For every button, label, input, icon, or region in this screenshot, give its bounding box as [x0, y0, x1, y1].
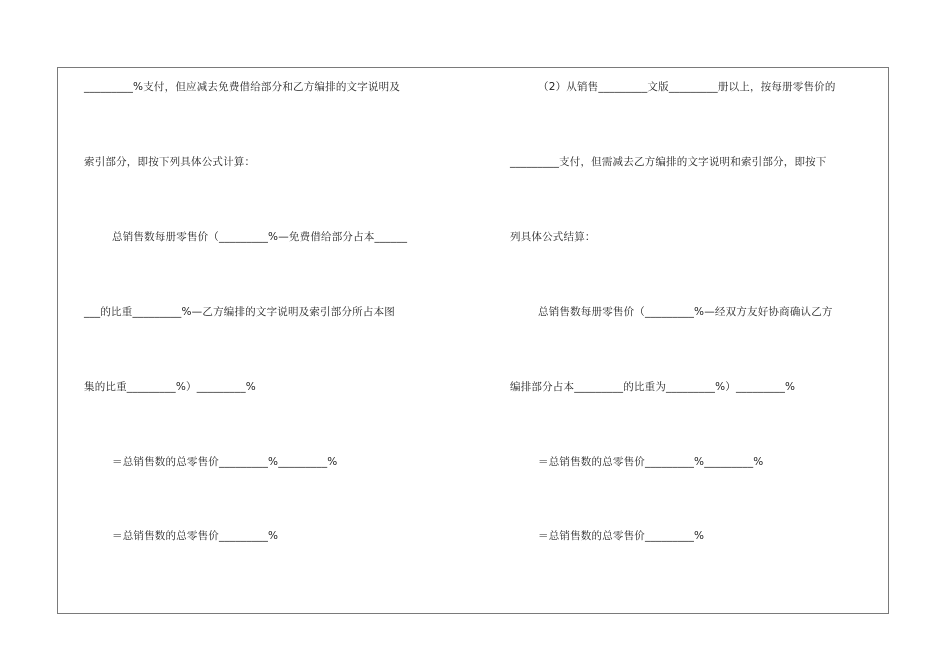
right-result-line-1: ＝总销售数的总零售价_________%_________% [538, 456, 764, 468]
right-paragraph-line-2: _________支付，但需减去乙方编排的文字说明和索引部分，即按下 [510, 156, 827, 168]
right-paragraph-line-3: 列具体公式结算： [510, 231, 596, 243]
right-formula-line-1: 总销售数每册零售价（_________%—经双方友好协商确认乙方 [538, 306, 833, 318]
left-formula-line-2: ___的比重_________%—乙方编排的文字说明及索引部分所占本图 [84, 306, 395, 318]
right-result-line-2: ＝总销售数的总零售价_________% [538, 530, 705, 542]
left-result-line-2: ＝总销售数的总零售价_________% [112, 530, 279, 542]
left-formula-line-1: 总销售数每册零售价（_________%—免费借给部分占本______ [112, 231, 408, 243]
left-formula-line-3: 集的比重_________%）_________% [84, 381, 256, 393]
left-paragraph-line-1: _________%支付，但应减去免费借给部分和乙方编排的文字说明及 [84, 81, 401, 93]
right-formula-line-2: 编排部分占本_________的比重为_________%）_________% [510, 381, 796, 393]
left-paragraph-line-2: 索引部分，即按下列具体公式计算： [84, 156, 256, 168]
right-paragraph-line-1: （2）从销售_________文版_________册以上，按每册零售价的 [538, 81, 836, 93]
left-result-line-1: ＝总销售数的总零售价_________%_________% [112, 456, 338, 468]
